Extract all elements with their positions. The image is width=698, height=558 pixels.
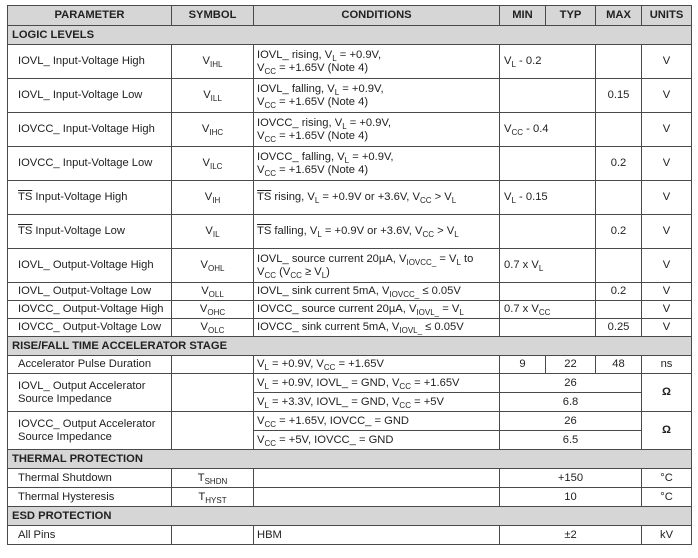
- max-cell: [596, 45, 642, 79]
- param-cell: Thermal Shutdown: [8, 469, 172, 488]
- table-row: [8, 488, 692, 507]
- units-cell: kV: [642, 526, 692, 545]
- table-header-row: [8, 6, 692, 26]
- max-cell: 0.2: [596, 147, 642, 181]
- header-max: MAX: [596, 6, 642, 26]
- typ-cell: 22: [546, 356, 596, 374]
- param-cell: IOVCC_ Output-Voltage High: [8, 301, 172, 319]
- table-row: [8, 526, 692, 545]
- header-symbol: SYMBOL: [172, 6, 254, 26]
- typ-cell: +150: [500, 469, 642, 488]
- param-cell: $\overline{TS}$ Input-Voltage High: [8, 181, 172, 215]
- max-cell: 0.2: [596, 215, 642, 249]
- section-row: [8, 26, 692, 45]
- units-cell: V: [642, 319, 692, 337]
- table-row: [8, 412, 692, 431]
- conditions-cell: IOVL_ sink current 5mA, $V_{IOVCC\_} \le 0.05V$: [254, 283, 500, 301]
- conditions-cell: IOVL_ rising, $V_L = +0.9V$, $V_{CC} = +1.65V$ (Note 4): [254, 45, 500, 79]
- table-row: [8, 249, 692, 283]
- max-cell: 0.2: [596, 283, 642, 301]
- units-cell: Ω: [642, 412, 692, 450]
- min-cell: 9: [500, 356, 546, 374]
- units-cell: ns: [642, 356, 692, 374]
- conditions-cell: IOVCC_ source current 20µA, $V_{IOVL\_} = V_L$: [254, 301, 500, 319]
- symbol-cell: $V_{OLC}$: [172, 319, 254, 337]
- max-cell: 48: [596, 356, 642, 374]
- min-cell: 0.7 x $V_L$: [500, 249, 596, 283]
- min-cell: [500, 319, 596, 337]
- param-cell: IOVCC_ Output Accelerator Source Impedance: [8, 412, 172, 450]
- electrical-characteristics-table: [7, 5, 692, 545]
- table-row: [8, 356, 692, 374]
- conditions-cell: IOVCC_ rising, $V_L = +0.9V$, $V_{CC} = +1.65V$ (Note 4): [254, 113, 500, 147]
- symbol-cell: $V_{IHL}$: [172, 45, 254, 79]
- param-cell: $\overline{TS}$ Input-Voltage Low: [8, 215, 172, 249]
- max-cell: 0.15: [596, 79, 642, 113]
- table-row: [8, 301, 692, 319]
- units-cell: Ω: [642, 374, 692, 412]
- symbol-cell: $V_{IHC}$: [172, 113, 254, 147]
- header-conditions: CONDITIONS: [254, 6, 500, 26]
- symbol-cell: $V_{OHC}$: [172, 301, 254, 319]
- conditions-cell: IOVCC_ sink current 5mA, $V_{IOVL\_} \le 0.05V$: [254, 319, 500, 337]
- section-esd: ESD PROTECTION: [8, 507, 692, 526]
- conditions-cell: $V_L = +3.3V$, IOVL_ = GND, $V_{CC} = +5V$: [254, 393, 500, 412]
- param-cell: IOVL_ Input-Voltage High: [8, 45, 172, 79]
- symbol-cell: $V_{ILL}$: [172, 79, 254, 113]
- units-cell: V: [642, 301, 692, 319]
- conditions-cell: $V_L = +0.9V$, IOVL_ = GND, $V_{CC} = +1.65V$: [254, 374, 500, 393]
- typ-cell: ±2: [500, 526, 642, 545]
- section-row: [8, 337, 692, 356]
- min-cell: [500, 283, 596, 301]
- param-cell: IOVL_ Output Accelerator Source Impedance: [8, 374, 172, 412]
- table-row: [8, 283, 692, 301]
- param-cell: IOVCC_ Output-Voltage Low: [8, 319, 172, 337]
- section-row: [8, 507, 692, 526]
- symbol-cell: $T_{HYST}$: [172, 488, 254, 507]
- table-row: [8, 79, 692, 113]
- units-cell: V: [642, 215, 692, 249]
- conditions-cell: $V_{CC} = +5V$, IOVCC_ = GND: [254, 431, 500, 450]
- param-cell: All Pins: [8, 526, 172, 545]
- conditions-cell: $V_L = +0.9V$, $V_{CC} = +1.65V$: [254, 356, 500, 374]
- conditions-cell: $V_{CC} = +1.65V$, IOVCC_ = GND: [254, 412, 500, 431]
- header-typ: TYP: [546, 6, 596, 26]
- symbol-cell: $V_{OHL}$: [172, 249, 254, 283]
- max-cell: [596, 113, 642, 147]
- param-cell: IOVCC_ Input-Voltage High: [8, 113, 172, 147]
- typ-cell: 10: [500, 488, 642, 507]
- section-rise-fall: RISE/FALL TIME ACCELERATOR STAGE: [8, 337, 692, 356]
- max-cell: [596, 181, 642, 215]
- conditions-cell: [254, 469, 500, 488]
- units-cell: V: [642, 113, 692, 147]
- units-cell: V: [642, 181, 692, 215]
- conditions-cell: IOVL_ falling, $V_L = +0.9V$, $V_{CC} = +1.65V$ (Note 4): [254, 79, 500, 113]
- min-cell: [500, 215, 596, 249]
- units-cell: °C: [642, 469, 692, 488]
- conditions-cell: IOVL_ source current 20µA, $V_{IOVCC\_} = V_L$ to $V_{CC}$ $(V_{CC} \ge V_L)$: [254, 249, 500, 283]
- min-cell: $V_{CC} - 0.4$: [500, 113, 596, 147]
- symbol-cell: $V_{IH}$: [172, 181, 254, 215]
- symbol-cell: $V_{ILC}$: [172, 147, 254, 181]
- section-logic-levels: LOGIC LEVELS: [8, 26, 692, 45]
- conditions-cell: IOVCC_ falling, $V_L = +0.9V$, $V_{CC} = +1.65V$ (Note 4): [254, 147, 500, 181]
- param-cell: IOVL_ Output-Voltage High: [8, 249, 172, 283]
- param-cell: Accelerator Pulse Duration: [8, 356, 172, 374]
- table-row: [8, 181, 692, 215]
- table-row: [8, 45, 692, 79]
- param-cell: IOVCC_ Input-Voltage Low: [8, 147, 172, 181]
- section-row: [8, 450, 692, 469]
- symbol-cell: [172, 374, 254, 412]
- min-cell: $V_L - 0.2$: [500, 45, 596, 79]
- min-cell: [500, 79, 596, 113]
- table-row: [8, 319, 692, 337]
- table-row: [8, 215, 692, 249]
- symbol-cell: $T_{SHDN}$: [172, 469, 254, 488]
- conditions-cell: HBM: [254, 526, 500, 545]
- max-cell: [596, 249, 642, 283]
- section-thermal: THERMAL PROTECTION: [8, 450, 692, 469]
- symbol-cell: [172, 526, 254, 545]
- typ-cell: 6.5: [500, 431, 642, 450]
- param-cell: Thermal Hysteresis: [8, 488, 172, 507]
- table-row: [8, 469, 692, 488]
- min-cell: 0.7 x $V_{CC}$: [500, 301, 596, 319]
- table-row: [8, 147, 692, 181]
- units-cell: V: [642, 79, 692, 113]
- header-units: UNITS: [642, 6, 692, 26]
- param-cell: IOVL_ Input-Voltage Low: [8, 79, 172, 113]
- spec-table-container: [7, 5, 692, 545]
- header-parameter: PARAMETER: [8, 6, 172, 26]
- typ-cell: 26: [500, 374, 642, 393]
- min-cell: $V_L - 0.15$: [500, 181, 596, 215]
- table-row: [8, 374, 692, 393]
- symbol-cell: $V_{IL}$: [172, 215, 254, 249]
- symbol-cell: $V_{OLL}$: [172, 283, 254, 301]
- conditions-cell: $\overline{TS}$ falling, $V_L = +0.9V$ or +3.6V, $V_{CC} > V_L$: [254, 215, 500, 249]
- table-row: [8, 113, 692, 147]
- units-cell: V: [642, 249, 692, 283]
- units-cell: °C: [642, 488, 692, 507]
- units-cell: V: [642, 45, 692, 79]
- conditions-cell: $\overline{TS}$ rising, $V_L = +0.9V$ or +3.6V, $V_{CC} > V_L$: [254, 181, 500, 215]
- units-cell: V: [642, 283, 692, 301]
- header-min: MIN: [500, 6, 546, 26]
- conditions-cell: [254, 488, 500, 507]
- typ-cell: 6.8: [500, 393, 642, 412]
- param-cell: IOVL_ Output-Voltage Low: [8, 283, 172, 301]
- min-cell: [500, 147, 596, 181]
- symbol-cell: [172, 356, 254, 374]
- symbol-cell: [172, 412, 254, 450]
- max-cell: 0.25: [596, 319, 642, 337]
- max-cell: [596, 301, 642, 319]
- typ-cell: 26: [500, 412, 642, 431]
- units-cell: V: [642, 147, 692, 181]
